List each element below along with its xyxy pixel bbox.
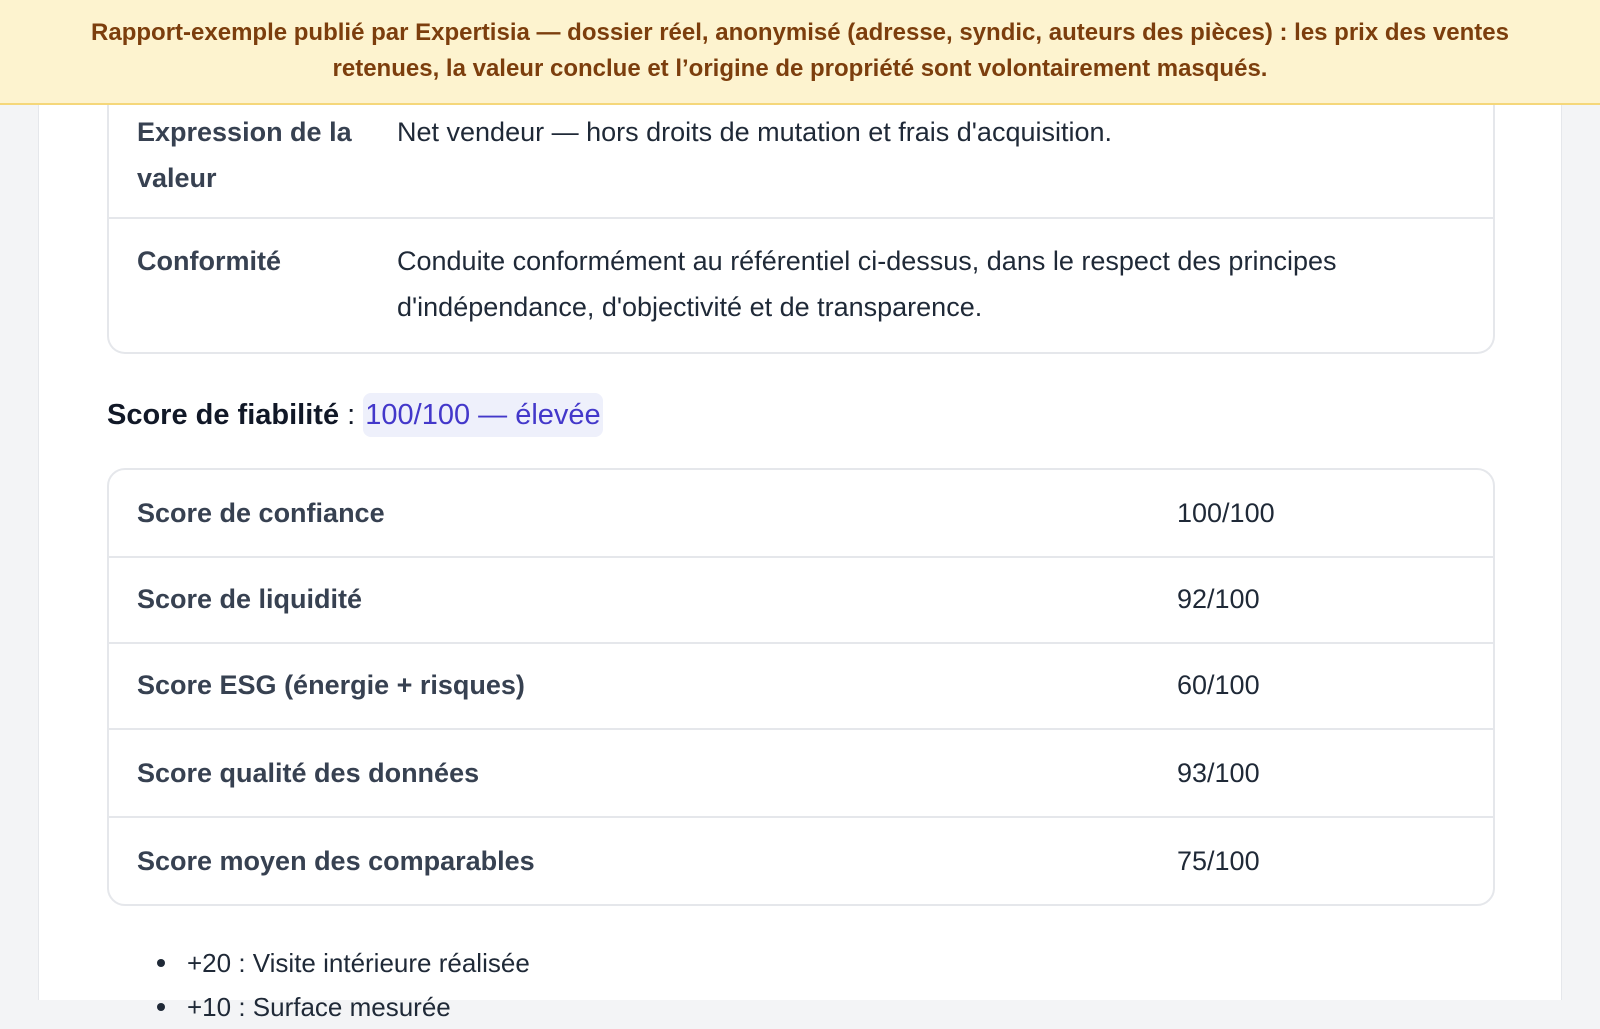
reliability-score [107, 393, 603, 437]
table-row [109, 556, 1493, 644]
banner-text: Rapport-exemple publié par Expertisia — dossier réel, anonymisé (adresse, syndic, auteurs des pièces) : les prix des ventes retenues, la valeur conclue et l’origine de propriété sont volontairement masqués. [91, 19, 1509, 82]
table-row [109, 730, 1493, 818]
score-label: Score de liquidité [137, 584, 363, 614]
reliability-separator: : [339, 399, 364, 431]
table-row [109, 642, 1493, 730]
table-row [109, 818, 1493, 906]
scores-table [107, 468, 1495, 906]
table-row [109, 470, 1493, 558]
row-value: Net vendeur — hors droits de mutation et frais d'acquisition. [397, 117, 1113, 147]
score-value: 100/100 [1177, 498, 1275, 528]
score-label: Score qualité des données [137, 758, 480, 788]
sample-report-banner [0, 0, 1600, 105]
report-page [38, 0, 1562, 1022]
row-label: Conformité [137, 246, 281, 276]
table-row [109, 219, 1493, 354]
valuation-info-table [107, 70, 1495, 354]
score-label: Score moyen des comparables [137, 846, 535, 876]
score-adjustments-list [157, 941, 530, 1029]
list-item: +10 : Surface mesurée [157, 985, 530, 1029]
score-value: 92/100 [1177, 584, 1260, 614]
reliability-score-label: Score de fiabilité [107, 399, 340, 431]
score-label: Score ESG (énergie + risques) [137, 670, 525, 700]
row-label: Expression de la valeur [137, 117, 352, 193]
reliability-score-badge: 100/100 — élevée [363, 393, 602, 437]
list-item: +20 : Visite intérieure réalisée [157, 941, 530, 985]
score-value: 60/100 [1177, 670, 1260, 700]
score-value: 93/100 [1177, 758, 1260, 788]
score-label: Score de confiance [137, 498, 385, 528]
score-value: 75/100 [1177, 846, 1260, 876]
row-value: Conduite conformément au référentiel ci-dessus, dans le respect des principes d'indépendance, d'objectivité et de transparence. [397, 246, 1337, 322]
